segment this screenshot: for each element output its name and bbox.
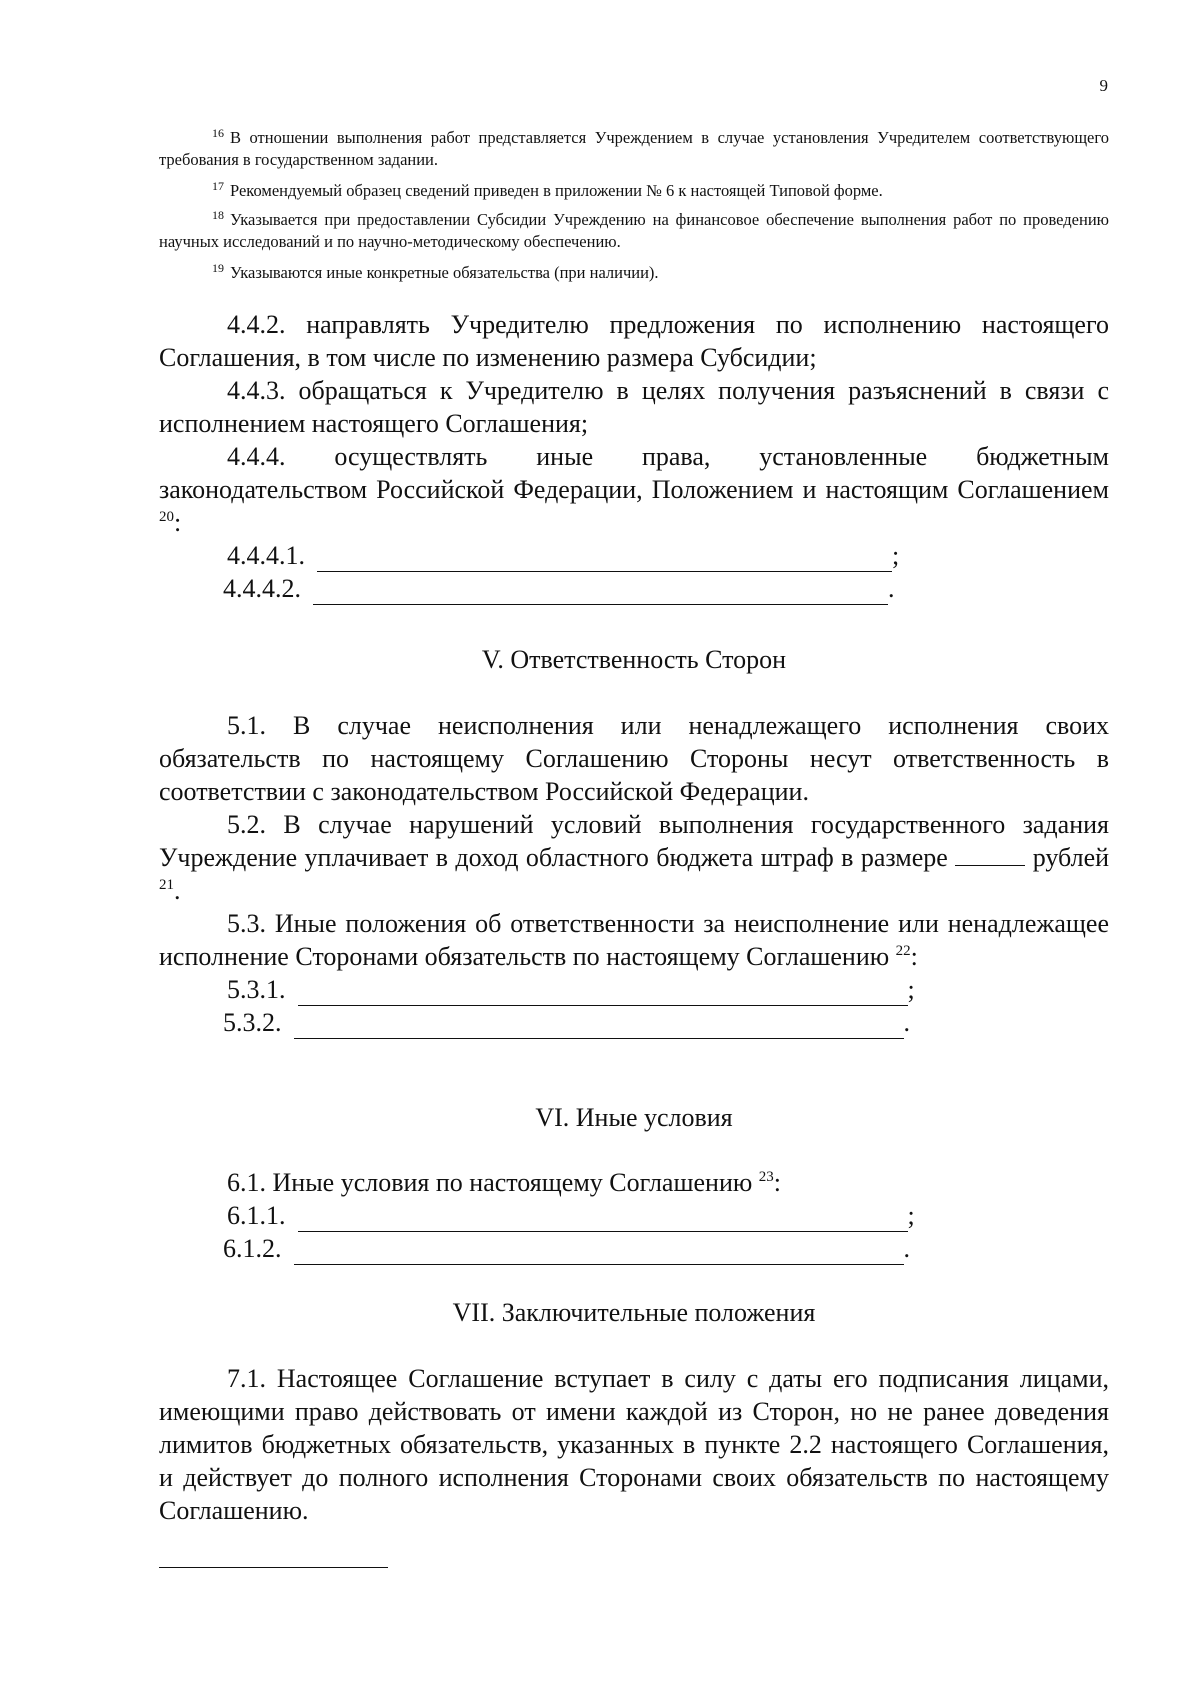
clause-4-4-4-end: : <box>174 508 182 537</box>
clause-4-4-4 <box>159 440 1109 539</box>
footnote-19 <box>159 257 1109 284</box>
clause-5-2-text: 5.2. В случае нарушений условий выполнения государственного задания Учреждение уплачивает в доход областного бюджета штраф в размере <box>159 810 1109 872</box>
section-5-heading-block <box>159 643 1109 676</box>
clause-5-2 <box>159 808 1109 907</box>
section-6-heading-block <box>159 1101 1109 1134</box>
footnote-separator <box>159 1567 388 1568</box>
footnote-17-number: 17 <box>212 179 224 193</box>
blank-line-4-4-4-2 <box>159 572 1109 605</box>
fill-in-underline <box>313 578 888 605</box>
footnote-16-text: В отношении выполнения работ представляется Учреждением в случае установления Учредителем соответствующего требования в государственном задании. <box>159 128 1109 169</box>
label-4-4-4-1: 4.4.4.1. <box>227 541 305 570</box>
footnote-17-text: Рекомендуемый образец сведений приведен в приложении № 6 к настоящей Типовой форме. <box>230 181 883 200</box>
label-5-3-1: 5.3.1. <box>227 975 286 1004</box>
section-7 <box>159 1362 1109 1527</box>
footnote-ref-20: 20 <box>159 509 174 525</box>
fill-in-underline <box>298 979 908 1006</box>
clause-5-2-end: . <box>174 876 181 905</box>
footnote-16-number: 16 <box>212 126 224 140</box>
label-6-1-2: 6.1.2. <box>223 1234 282 1263</box>
clause-7-1: 7.1. Настоящее Соглашение вступает в силу с даты его подписания лицами, имеющими право действовать от имени каждой из Сторон, но не ранее доведения лимитов бюджетных обязательств, указанных в пункте 2.2 настоящего Соглашения, и действует до полного исполнения Сторонами своих обязательств по настоящему Соглашению. <box>159 1364 1109 1525</box>
clause-6-1-text: 6.1. Иные условия по настоящему Соглашению <box>227 1168 753 1197</box>
clause-4-4-2: 4.4.2. направлять Учредителю предложения по исполнению настоящего Соглашения, в том числе по изменению размера Субсидии; <box>159 310 1109 372</box>
footnote-18-number: 18 <box>212 208 224 222</box>
footnote-ref-21: 21 <box>159 877 174 893</box>
blank-line-5-3-1 <box>159 973 1109 1006</box>
end-5-3-2: . <box>903 1008 910 1037</box>
end-4-4-4-2: . <box>888 574 895 603</box>
page-number: 9 <box>1099 76 1108 95</box>
footnote-ref-22: 22 <box>895 943 911 959</box>
end-5-3-1: ; <box>907 975 915 1004</box>
fine-amount-blank <box>955 843 1025 866</box>
footnote-19-number: 19 <box>212 261 224 275</box>
clause-4-4-4-text: 4.4.4. осуществлять иные права, установленные бюджетным законодательством Российской Федерации, Положением и настоящим Соглашением <box>159 442 1109 504</box>
footnote-16 <box>159 122 1109 171</box>
clause-6-1-end: : <box>773 1168 782 1197</box>
section-5-heading: V. Ответственность Сторон <box>481 645 787 674</box>
blank-line-5-3-2 <box>159 1006 1109 1039</box>
end-6-1-1: ; <box>907 1201 915 1230</box>
footnote-18 <box>159 204 1109 253</box>
fill-in-underline <box>294 1012 904 1039</box>
clause-6-1 <box>159 1166 1109 1199</box>
clause-5-3-text: 5.3. Иные положения об ответственности за неисполнение или ненадлежащее исполнение Сторонами обязательств по настоящему Соглашению <box>159 909 1109 971</box>
clause-5-2-unit: рублей <box>1032 843 1110 872</box>
footnote-19-text: Указываются иные конкретные обязательства (при наличии). <box>230 263 659 282</box>
clause-5-3 <box>159 907 1109 973</box>
clause-5-3-end: : <box>910 942 918 971</box>
label-6-1-1: 6.1.1. <box>227 1201 286 1230</box>
footnote-ref-23: 23 <box>758 1169 774 1185</box>
footnote-17 <box>159 175 1109 202</box>
section-6 <box>159 1166 1109 1265</box>
section-7-heading: VII. Заключительные положения <box>452 1298 816 1327</box>
end-6-1-2: . <box>903 1234 910 1263</box>
blank-line-4-4-4-1 <box>159 539 1109 572</box>
fill-in-underline <box>294 1238 904 1265</box>
end-4-4-4-1: ; <box>892 541 900 570</box>
footnote-18-text: Указывается при предоставлении Субсидии Учреждению на финансовое обеспечение выполнения работ по проведению научных исследований и по научно-методическому обеспечению. <box>159 210 1109 251</box>
fill-in-underline <box>298 1205 908 1232</box>
section-5 <box>159 709 1109 1039</box>
blank-line-6-1-1 <box>159 1199 1109 1232</box>
label-5-3-2: 5.3.2. <box>223 1008 282 1037</box>
section-4-4-continued <box>159 308 1109 605</box>
section-7-heading-block <box>159 1296 1109 1329</box>
section-6-heading: VI. Иные условия <box>535 1103 733 1132</box>
label-4-4-4-2: 4.4.4.2. <box>223 574 301 603</box>
fill-in-underline <box>317 545 892 572</box>
blank-line-6-1-2 <box>159 1232 1109 1265</box>
clause-4-4-3: 4.4.3. обращаться к Учредителю в целях получения разъяснений в связи с исполнением настоящего Соглашения; <box>159 376 1109 438</box>
clause-5-1: 5.1. В случае неисполнения или ненадлежащего исполнения своих обязательств по настоящему Соглашению Стороны несут ответственность в соответствии с законодательством Российской Федерации. <box>159 711 1109 806</box>
